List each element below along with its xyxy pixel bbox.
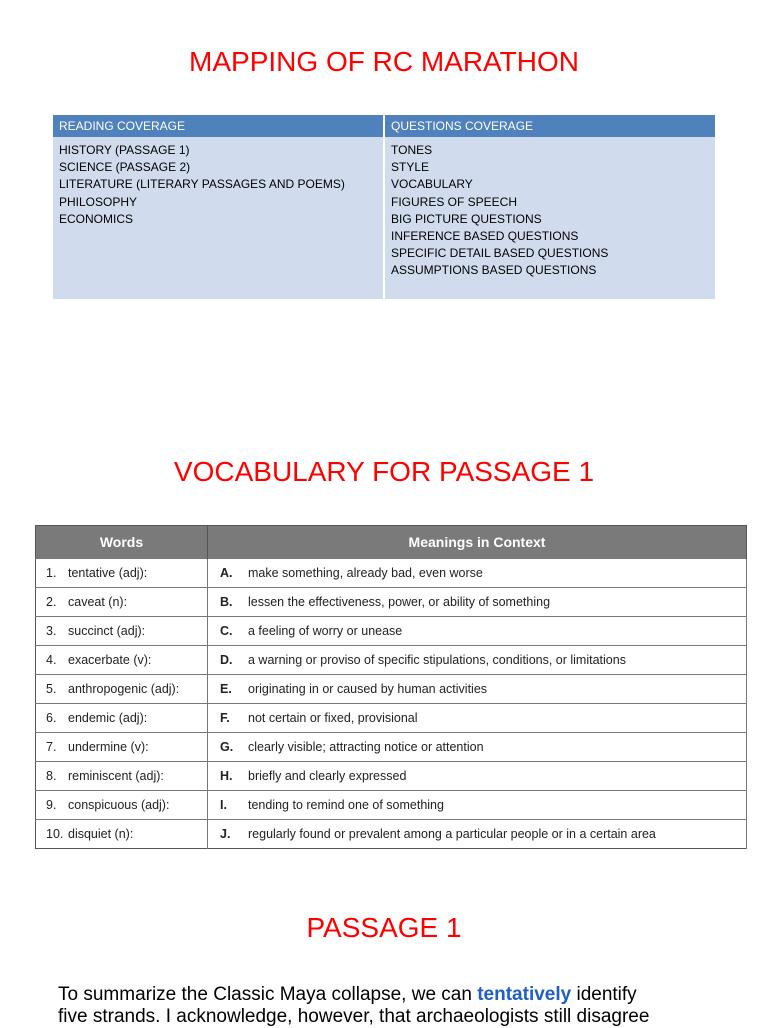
vocab-word: undermine (v): — [68, 740, 149, 754]
vocab-meaning: not certain or fixed, provisional — [248, 711, 418, 725]
passage-text — [58, 984, 718, 1028]
vocab-word: conspicuous (adj): — [68, 798, 170, 812]
vocab-row — [36, 617, 747, 646]
vocab-row — [36, 588, 747, 617]
vocab-letter: E. — [220, 682, 232, 696]
passage-title: PASSAGE 1 — [306, 912, 462, 943]
vocab-word: succinct (adj): — [68, 624, 146, 638]
reading-item: PHILOSOPHY — [59, 194, 138, 209]
vocab-meaning-cell — [208, 617, 747, 646]
question-item: SPECIFIC DETAIL BASED QUESTIONS — [391, 246, 609, 261]
reading-coverage-list — [53, 137, 384, 299]
question-item: TONES — [391, 143, 433, 157]
vocab-meaning: lessen the effectiveness, power, or ability of something — [248, 595, 551, 609]
vocab-meaning-cell — [208, 704, 747, 733]
vocab-word-cell — [36, 617, 208, 646]
vocab-meaning-cell — [208, 733, 747, 762]
vocab-row — [36, 733, 747, 762]
vocab-letter: A. — [220, 566, 233, 580]
vocab-number: 6. — [46, 711, 57, 725]
vocab-word-cell — [36, 733, 208, 762]
vocab-number: 7. — [46, 740, 57, 754]
vocab-word-cell — [36, 675, 208, 704]
vocab-word-cell — [36, 588, 208, 617]
vocab-meaning-cell — [208, 791, 747, 820]
passage-line1-before: To summarize the Classic Maya collapse, we can — [58, 984, 478, 1005]
vocab-row — [36, 704, 747, 733]
vocab-meaning-cell — [208, 675, 747, 704]
vocab-meaning: regularly found or prevalent among a particular people or in a certain area — [248, 827, 656, 841]
vocab-word-cell — [36, 820, 208, 849]
vocab-letter: H. — [220, 769, 233, 783]
vocab-word-cell — [36, 791, 208, 820]
question-item: ASSUMPTIONS BASED QUESTIONS — [391, 263, 597, 278]
vocab-row — [36, 559, 747, 588]
vocab-number: 10. — [46, 827, 64, 841]
vocab-number: 8. — [46, 769, 57, 783]
words-header: Words — [36, 526, 208, 559]
vocab-word: exacerbate (v): — [68, 653, 152, 667]
questions-coverage-header: QUESTIONS COVERAGE — [384, 115, 715, 137]
vocab-row — [36, 762, 747, 791]
reading-item: ECONOMICS — [59, 211, 134, 226]
vocab-word: reminiscent (adj): — [68, 769, 164, 783]
vocab-number: 4. — [46, 653, 57, 667]
vocab-number: 9. — [46, 798, 57, 812]
vocab-meaning: briefly and clearly expressed — [248, 769, 407, 783]
vocab-row — [36, 820, 747, 849]
vocab-row — [36, 791, 747, 820]
question-item: VOCABULARY — [391, 177, 473, 192]
meanings-header: Meanings in Context — [208, 526, 747, 559]
vocab-meaning-cell — [208, 820, 747, 849]
vocab-meaning-cell — [208, 762, 747, 791]
vocab-number: 5. — [46, 682, 57, 696]
question-item: FIGURES OF SPEECH — [391, 194, 518, 209]
reading-item: HISTORY (PASSAGE 1) — [59, 143, 190, 157]
vocab-letter: I. — [220, 798, 227, 812]
vocab-number: 1. — [46, 566, 57, 580]
vocab-word-cell — [36, 646, 208, 675]
reading-item: SCIENCE (PASSAGE 2) — [59, 160, 191, 175]
coverage-table — [53, 115, 715, 299]
passage-highlight-word: tentatively — [477, 984, 572, 1005]
vocab-word-cell — [36, 559, 208, 588]
vocab-letter: D. — [220, 653, 233, 667]
vocab-word: anthropogenic (adj): — [68, 682, 180, 696]
vocab-word: disquiet (n): — [68, 827, 134, 841]
vocab-meaning: a feeling of worry or unease — [248, 624, 403, 638]
reading-item: LITERATURE (LITERARY PASSAGES AND POEMS) — [59, 177, 345, 192]
question-item: INFERENCE BASED QUESTIONS — [391, 229, 579, 244]
vocab-meaning-cell — [208, 646, 747, 675]
passage-line1-after: identify — [571, 984, 637, 1005]
vocab-word: tentative (adj): — [68, 566, 148, 580]
vocab-word-cell — [36, 762, 208, 791]
vocab-number: 2. — [46, 595, 57, 609]
passage-line2: five strands. I acknowledge, however, that archaeologists still disagree — [58, 1006, 650, 1027]
mapping-title: MAPPING OF RC MARATHON — [189, 46, 579, 77]
vocab-meaning: tending to remind one of something — [248, 798, 444, 812]
vocab-title: VOCABULARY FOR PASSAGE 1 — [173, 456, 595, 487]
vocab-number: 3. — [46, 624, 57, 638]
vocab-row — [36, 646, 747, 675]
vocab-meaning: a warning or proviso of specific stipulations, conditions, or limitations — [248, 653, 626, 667]
vocab-row — [36, 675, 747, 704]
vocab-letter: J. — [220, 827, 231, 841]
vocab-meaning: make something, already bad, even worse — [248, 566, 483, 580]
vocabulary-table — [35, 525, 747, 849]
vocab-letter: C. — [220, 624, 233, 638]
question-item: BIG PICTURE QUESTIONS — [391, 211, 542, 226]
vocab-word: caveat (n): — [68, 595, 128, 609]
questions-coverage-list — [384, 137, 715, 299]
vocab-meaning: originating in or caused by human activities — [248, 682, 488, 696]
vocab-meaning-cell — [208, 559, 747, 588]
vocab-word-cell — [36, 704, 208, 733]
vocab-letter: B. — [220, 595, 233, 609]
reading-coverage-header: READING COVERAGE — [53, 115, 384, 137]
vocab-word: endemic (adj): — [68, 711, 148, 725]
vocab-letter: F. — [220, 711, 230, 725]
vocab-letter: G. — [220, 740, 234, 754]
vocab-meaning-cell — [208, 588, 747, 617]
vocab-meaning: clearly visible; attracting notice or attention — [248, 740, 484, 754]
question-item: STYLE — [391, 160, 430, 175]
